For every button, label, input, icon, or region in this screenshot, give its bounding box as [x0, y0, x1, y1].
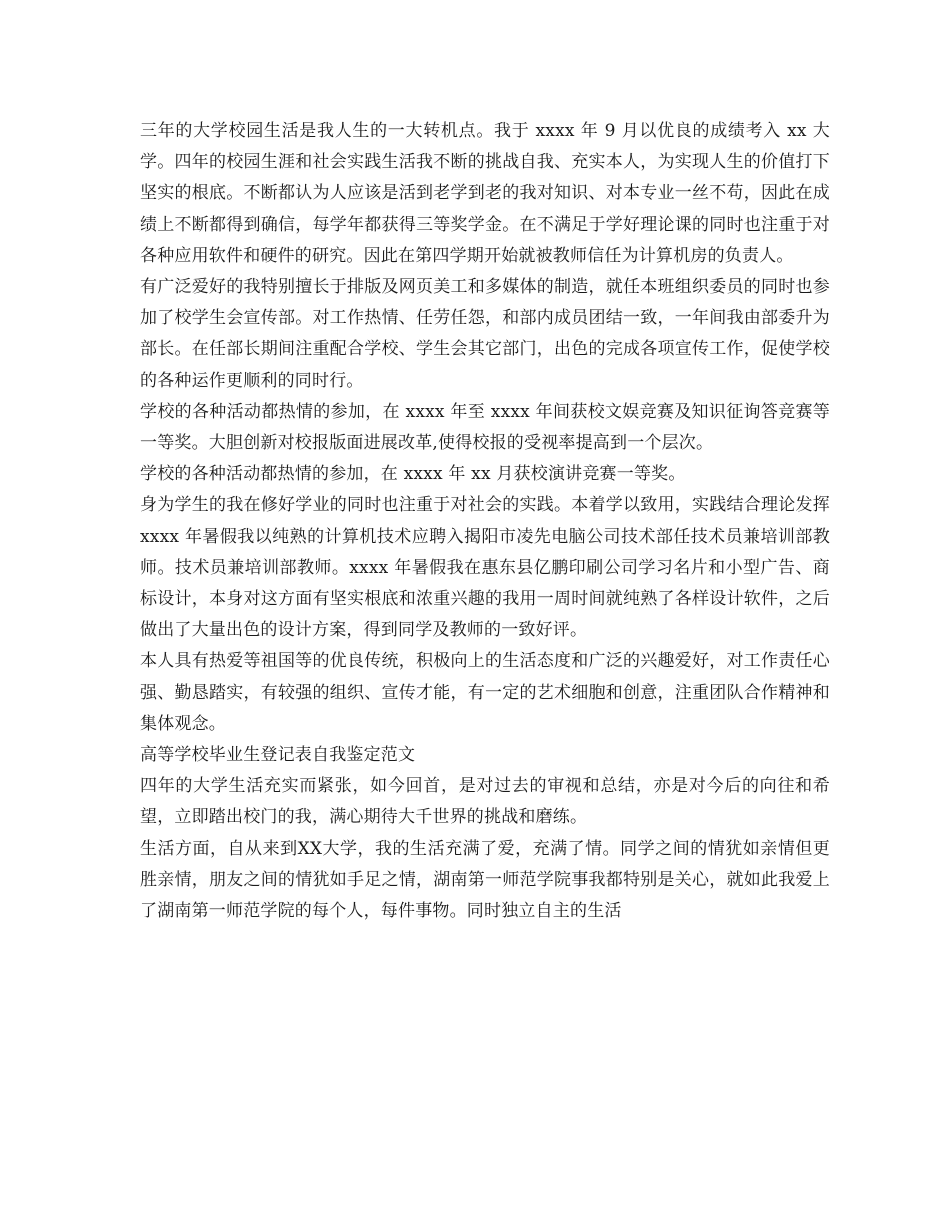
document-body	[140, 116, 830, 927]
paragraph-1: 三年的大学校园生活是我人生的一大转机点。我于 xxxx 年 9 月以优良的成绩考入 xx 大学。四年的校园生涯和社会实践生活我不断的挑战自我、充实本人，为实现人生的价值打下坚实的根底。不断都认为人应该是活到老学到老的我对知识、对本专业一丝不苟，因此在成绩上不断都得到确信，每学年都获得三等奖学金。在不满足于学好理论课的同时也注重于对各种应用软件和硬件的研究。因此在第四学期开始就被教师信任为计算机房的负责人。	[140, 121, 830, 266]
paragraph-6: 本人具有热爱等祖国等的优良传统，积极向上的生活态度和广泛的兴趣爱好，对工作责任心强、勤恳踏实，有较强的组织、宣传才能，有一定的艺术细胞和创意，注重团队合作精神和集体观念。	[140, 651, 830, 734]
paragraph-8: 生活方面，自从来到XX大学，我的生活充满了爱，充满了情。同学之间的情犹如亲情但更胜亲情，朋友之间的情犹如手足之情，湖南第一师范学院事我都特别是关心，就如此我爱上了湖南第一师范学院的每个人，每件事物。同时独立自主的生活	[140, 838, 830, 922]
paragraph-5: 身为学生的我在修好学业的同时也注重于对社会的实践。本着学以致用，实践结合理论发挥 xxxx 年暑假我以纯熟的计算机技术应聘入揭阳市凌先电脑公司技术部任技术员兼培训部教师。技术员兼培训部教师。xxxx 年暑假我在惠东县亿鹏印刷公司学习名片和小型广告、商标设计，本身对这方面有坚实根底和浓重兴趣的我用一周时间就纯熟了各样设计软件，之后做出了大量出色的设计方案，得到同学及教师的一致好评。	[140, 495, 830, 641]
paragraph-4: 学校的各种活动都热情的参加，在 xxxx 年 xx 月获校演讲竞赛一等奖。	[140, 464, 686, 485]
paragraph-2: 有广泛爱好的我特别擅长于排版及网页美工和多媒体的制造，就任本班组织委员的同时也参加了校学生会宣传部。对工作热情、任劳任怨，和部内成员团结一致，一年间我由部委升为部长。在任部长期间注重配合学校、学生会其它部门，出色的完成各项宣传工作，促使学校的各种运作更顺利的同时行。	[140, 277, 830, 391]
section-heading: 高等学校毕业生登记表自我鉴定范文	[140, 745, 416, 766]
paragraph-7: 四年的大学生活充实而紧张，如今回首，是对过去的审视和总结，亦是对今后的向往和希望，立即踏出校门的我，满心期待大千世界的挑战和磨练。	[140, 776, 830, 828]
paragraph-3: 学校的各种活动都热情的参加，在 xxxx 年至 xxxx 年间获校文娱竞赛及知识征询答竞赛等一等奖。大胆创新对校报版面进展改革,使得校报的受视率提高到一个层次。	[140, 401, 830, 454]
